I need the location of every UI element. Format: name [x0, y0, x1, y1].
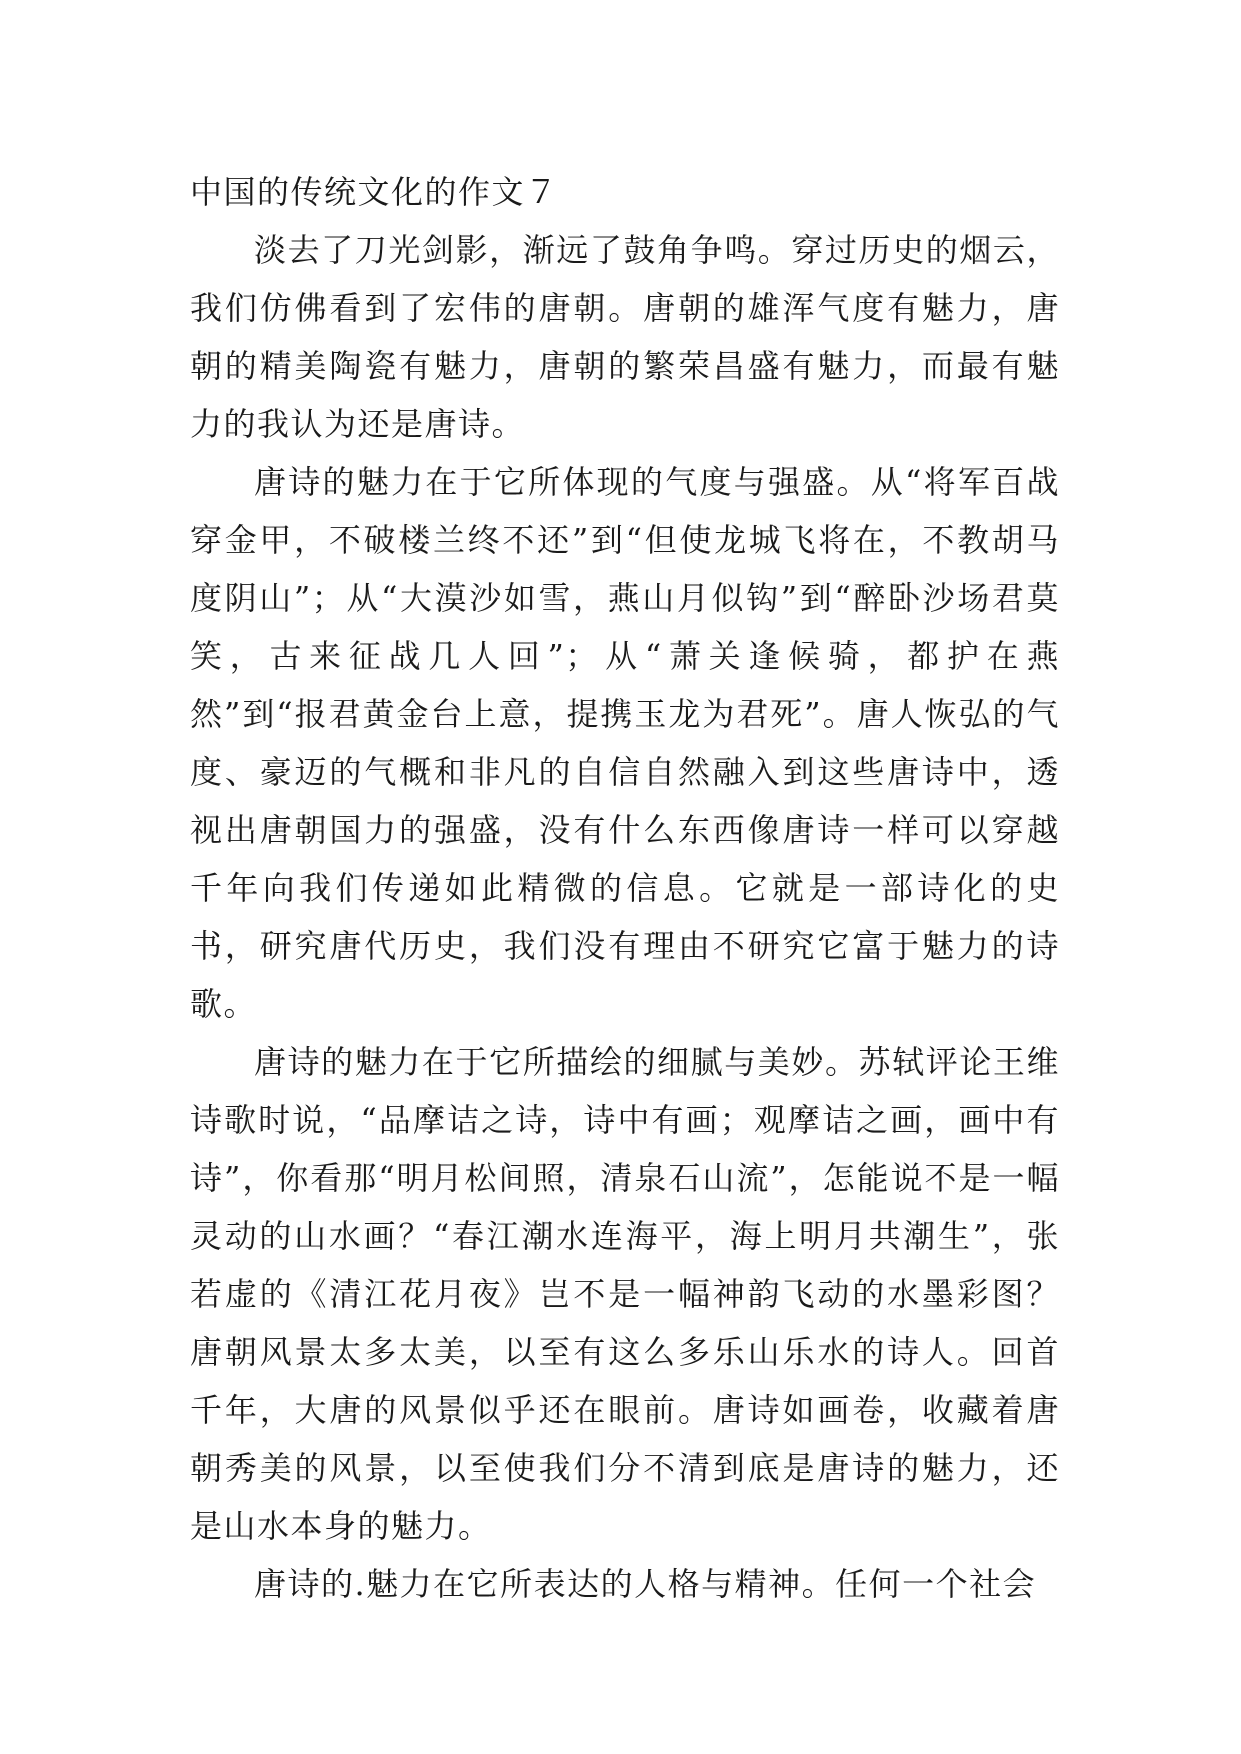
document-body [190, 163, 1060, 1613]
paragraph-intro: 淡去了刀光剑影，渐远了鼓角争鸣。穿过历史的烟云，我们仿佛看到了宏伟的唐朝。唐朝的雄浑气度有魅力，唐朝的精美陶瓷有魅力，唐朝的繁荣昌盛有魅力，而最有魅力的我认为还是唐诗。 [190, 231, 1060, 443]
paragraph-imagery: 唐诗的魅力在于它所描绘的细腻与美妙。苏轼评论王维诗歌时说，“品摩诘之诗，诗中有画；观摩诘之画，画中有诗”，你看那“明月松间照，清泉石山流”，怎能说不是一幅灵动的山水画？“春江潮水连海平，海上明月共潮生”，张若虚的《清江花月夜》岂不是一幅神韵飞动的水墨彩图？唐朝风景太多太美，以至有这么多乐山乐水的诗人。回首千年，大唐的风景似乎还在眼前。唐诗如画卷，收藏着唐朝秀美的风景，以至使我们分不清到底是唐诗的魅力，还是山水本身的魅力。 [190, 1043, 1060, 1545]
paragraph-grandeur: 唐诗的魅力在于它所体现的气度与强盛。从“将军百战穿金甲，不破楼兰终不还”到“但使龙城飞将在，不教胡马度阴山”；从“大漠沙如雪，燕山月似钩”到“醉卧沙场君莫笑，古来征战几人回”；从“萧关逢候骑，都护在燕然”到“报君黄金台上意，提携玉龙为君死”。唐人恢弘的气度、豪迈的气概和非凡的自信自然融入到这些唐诗中，透视出唐朝国力的强盛，没有什么东西像唐诗一样可以穿越千年向我们传递如此精微的信息。它就是一部诗化的史书，研究唐代历史，我们没有理由不研究它富于魅力的诗歌。 [190, 463, 1060, 1023]
document-title: 中国的传统文化的作文７ [190, 173, 559, 211]
paragraph-spirit: 唐诗的.魅力在它所表达的人格与精神。任何一个社会 [254, 1565, 1037, 1603]
